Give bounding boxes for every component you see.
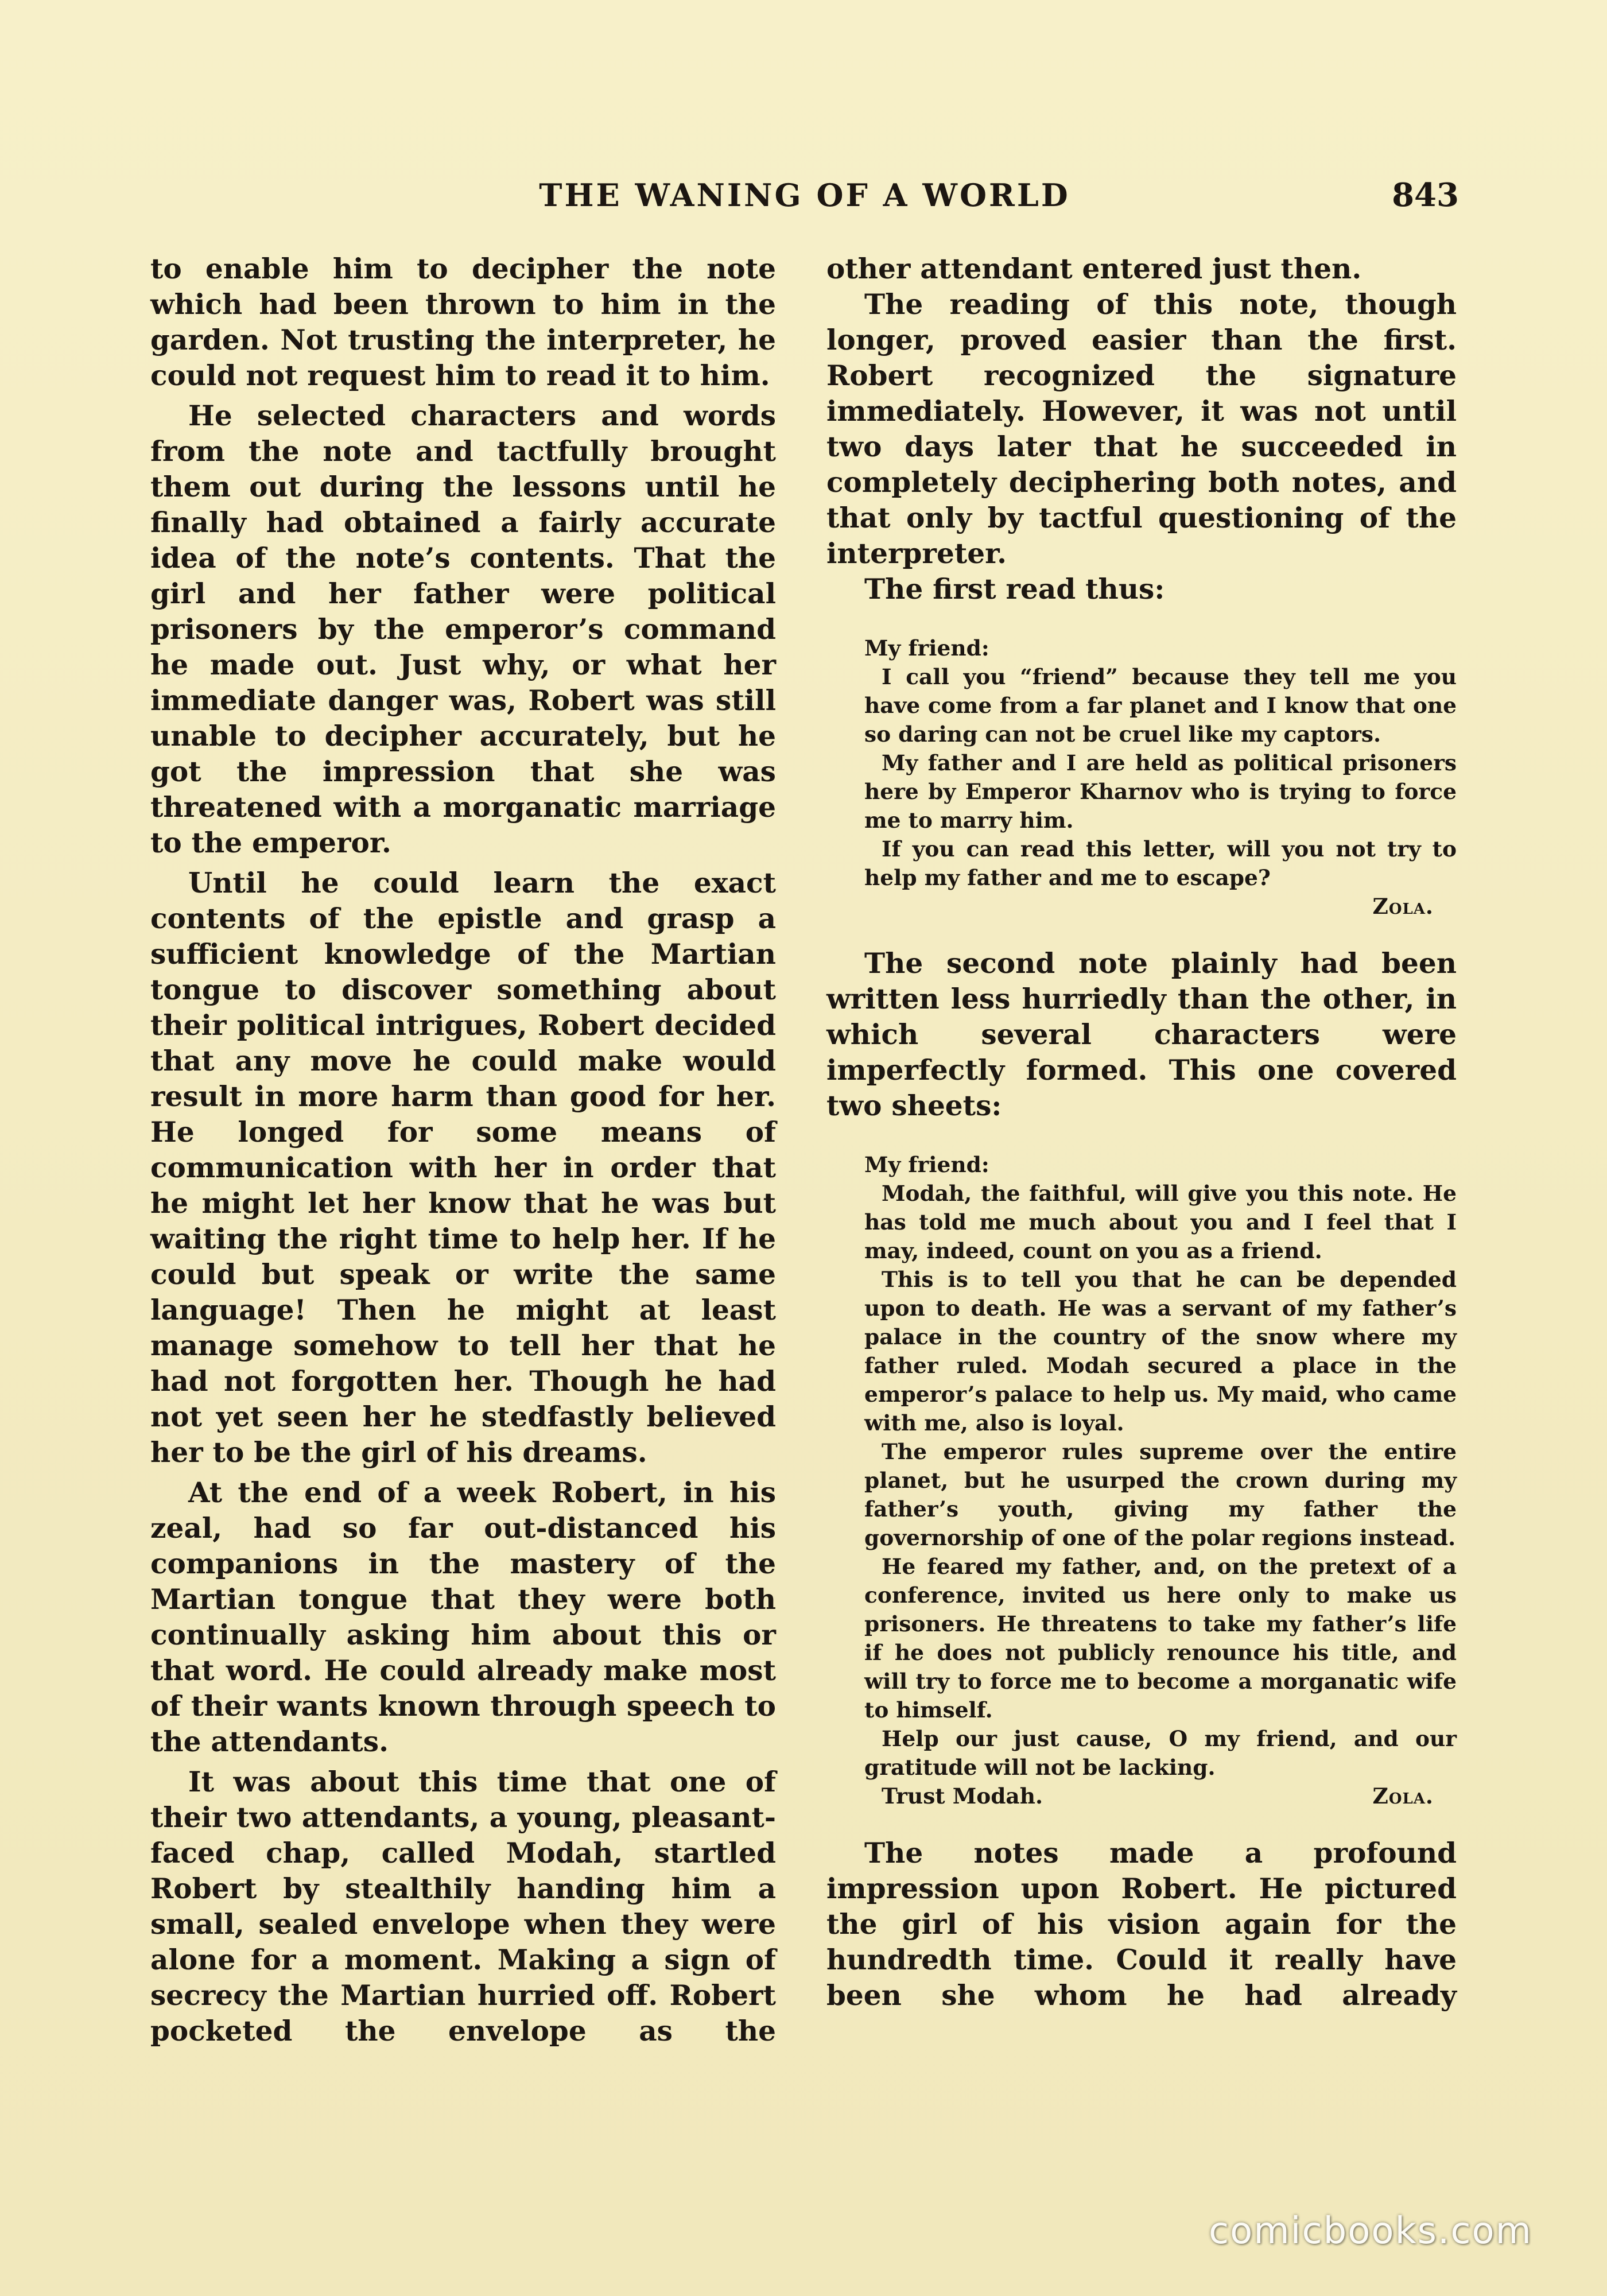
running-head <box>150 172 1459 218</box>
paragraph: The reading of this note, though longer, proved easier than the first. Robert recognized the signature immediately. However, it was not until two days later that he succeeded in completely deciphering both notes, and that only by tactful questioning of the interpreter. <box>826 288 1457 570</box>
note-paragraph: I call you “friend” because they tell me you have come from a far planet and I know that one so daring can not be cruel like my captors. <box>864 664 1457 747</box>
paragraph: Until he could learn the exact contents of the epistle and grasp a sufficient knowledge of the Martian tongue to discover something about their political intrigues, Robert decided that any move he could make would result in more harm than good for her. He longed for some means of communication with her in order that he might let her know that he was but waiting the right time to help her. If he could but speak or write the same language! Then he might at least manage somehow to tell her that he had not forgotten her. Though he had not yet seen her he stedfastly believed her to be the girl of his dreams. <box>150 867 776 1469</box>
note-paragraph: The emperor rules supreme over the entire planet, but he usurped the crown during my father’s youth, giving my father the governorship of one of the polar regions instead. <box>864 1439 1457 1550</box>
note-paragraph: Help our just cause, O my friend, and our gratitude will not be lacking. <box>864 1726 1457 1780</box>
paragraph: The second note plainly had been written less hurriedly than the other, in which several characters were imperfectly formed. This one covered two sheets: <box>826 947 1457 1122</box>
note-signature: Zola. <box>1372 894 1434 919</box>
note-signoff <box>864 892 1457 921</box>
paragraph: At the end of a week Robert, in his zeal, had so far out-distanced his companions in the mastery of the Martian tongue that they were both continually asking him about this or that word. He could already make most of their wants known through speech to the attendants. <box>150 1476 776 1758</box>
page-number: 843 <box>1392 176 1459 214</box>
paragraph: to enable him to decipher the note which had been thrown to him in the garden. Not trusting the interpreter, he could not request him to read it to him. <box>150 253 776 392</box>
note-signature: Zola. <box>1372 1783 1434 1809</box>
running-title: THE WANING OF A WORLD <box>539 177 1070 214</box>
note-paragraph: He feared my father, and, on the pretext of a conference, invited us here only to make us prisoners. He threatens to take my father’s life if he does not publicly renounce his title, and will try to force me to become a morganatic wife to himself. <box>864 1554 1457 1723</box>
note-paragraph: If you can read this letter, will you not try to help my father and me to escape? <box>864 836 1457 890</box>
left-column <box>150 251 776 2049</box>
paragraph: other attendant entered just then. <box>826 253 1362 285</box>
note-salutation: My friend: <box>864 635 989 661</box>
note-paragraph: My father and I are held as political prisoners here by Emperor Kharnov who is trying to force me to marry him. <box>864 750 1457 833</box>
watermark-logo: comicbooks.com <box>1208 2210 1532 2252</box>
note-paragraph: This is to tell you that he can be depended upon to death. He was a servant of my father’s palace in the country of the snow where my father ruled. Modah secured a place in the emperor’s palace to help us. My maid, who came with me, also is loyal. <box>864 1267 1457 1436</box>
paragraph: It was about this time that one of their two attendants, a young, pleasant-faced chap, called Modah, startled Robert by stealthily handing him a small, sealed envelope when they were alone for a moment. Making a sign of secrecy the Martian hurried off. Robert pocketed the envelope as the <box>150 1766 776 2047</box>
note-closing: Trust Modah. <box>882 1783 1043 1809</box>
note-signoff <box>864 1782 1457 1810</box>
note-paragraph: Modah, the faithful, will give you this note. He has told me much about you and I feel that I may, indeed, count on you as a friend. <box>864 1181 1457 1263</box>
paragraph: The first read thus: <box>864 573 1165 606</box>
first-note <box>826 634 1457 921</box>
paragraph: The notes made a profound impression upon Robert. He pictured the girl of his vision again for the hundredth time. Could it really have been she whom he had already <box>826 1837 1457 2012</box>
note-salutation: My friend: <box>864 1152 989 1177</box>
right-column <box>826 251 1457 2014</box>
second-note <box>826 1150 1457 1810</box>
paragraph: He selected characters and words from the note and tactfully brought them out during the lessons until he finally had obtained a fairly accurate idea of the note’s contents. That the girl and her father were political prisoners by the emperor’s command he made out. Just why, or what her immediate danger was, Robert was still unable to decipher accurately, but he got the impression that she was threatened with a morganatic marriage to the emperor. <box>150 400 776 859</box>
